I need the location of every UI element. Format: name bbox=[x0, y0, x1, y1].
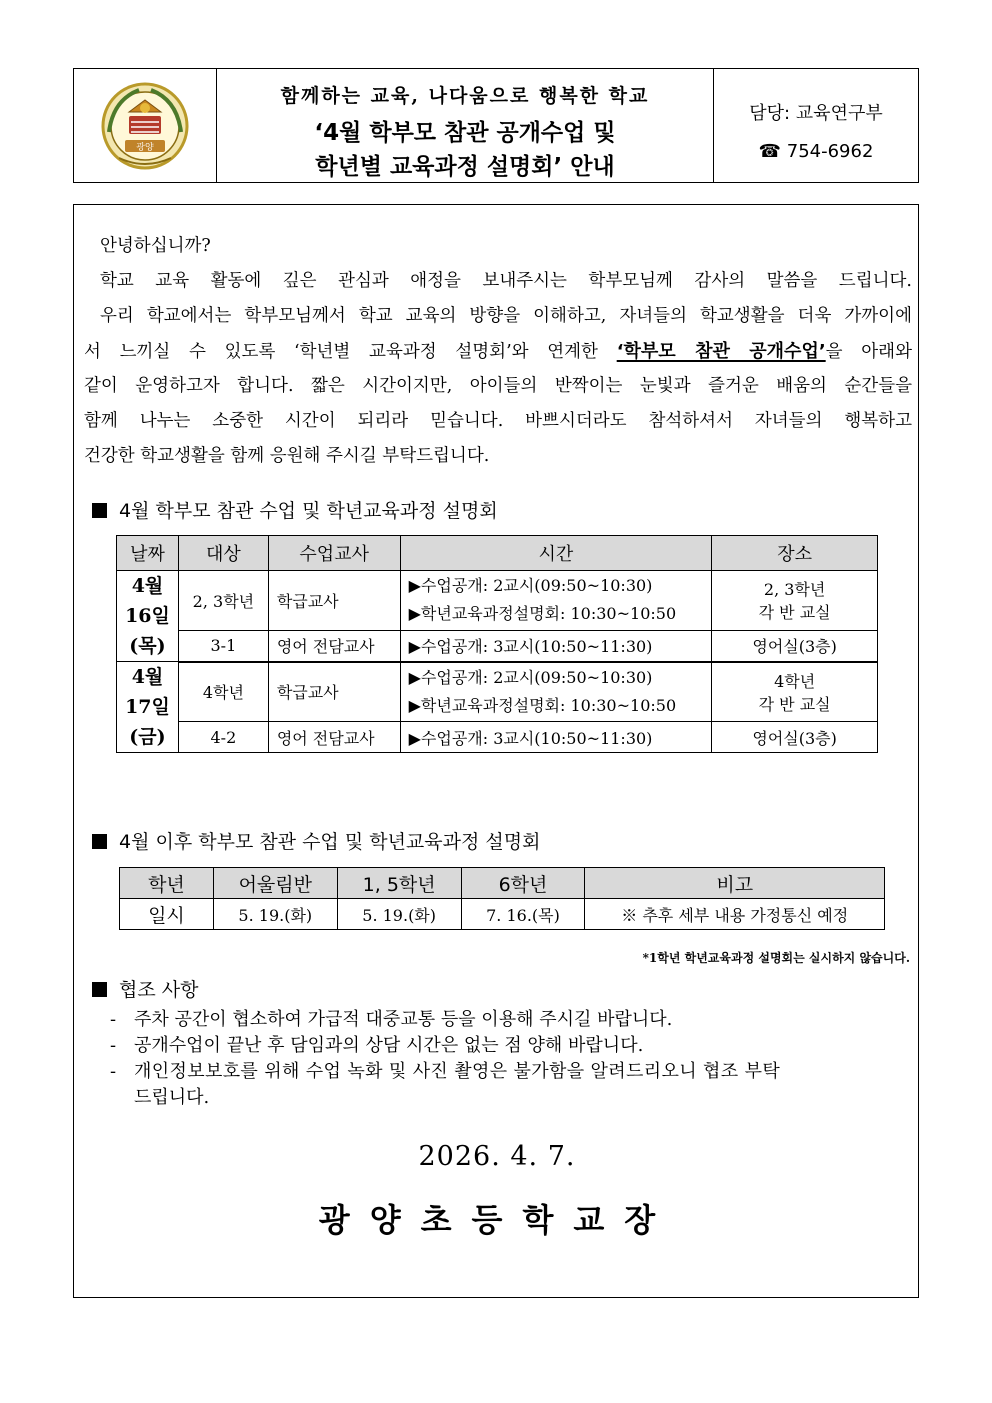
school-logo bbox=[74, 69, 217, 182]
schedule-table-april bbox=[116, 535, 878, 753]
target-cell: 2, 3학년 bbox=[178, 571, 268, 631]
table-row bbox=[120, 899, 885, 930]
time-cell bbox=[400, 571, 712, 631]
intro-paragraph bbox=[84, 229, 912, 474]
col-header-remarks: 비고 bbox=[585, 868, 885, 899]
date-cell-day1 bbox=[117, 571, 179, 662]
date-special-class: 5. 19.(화) bbox=[213, 899, 337, 930]
section2-heading bbox=[92, 827, 540, 854]
intro-line-3-pre: 서 느끼실 수 있도록 ‘학년별 교육과정 설명회’와 연계한 bbox=[84, 342, 617, 362]
table-row bbox=[117, 722, 878, 753]
contact-info bbox=[714, 69, 918, 182]
intro-line-5: 함께 나누는 소중한 시간이 되리라 믿습니다. 바쁘시더라도 참석하셔서 자녀들의 행복하고 bbox=[84, 411, 912, 431]
col-header-teacher: 수업교사 bbox=[268, 536, 400, 571]
square-bullet-icon bbox=[92, 834, 107, 849]
col-header-grade: 학년 bbox=[120, 868, 214, 899]
intro-line-2: 우리 학교에서는 학부모님께서 학교 교육의 방향을 이해하고, 자녀들의 학교생활을 더욱 가까이에 bbox=[100, 306, 912, 326]
notice-title-line1: ‘4월 학부모 참관 공개수업 및 bbox=[314, 120, 616, 146]
document-date: 2026. 4. 7. bbox=[418, 1141, 576, 1172]
header-title-area bbox=[217, 69, 714, 182]
teacher-cell: 영어 전담교사 bbox=[268, 722, 400, 753]
school-emblem-icon bbox=[99, 80, 191, 172]
header-box bbox=[73, 68, 919, 183]
highlight-open-class: ‘학부모 참관 공개수업’ bbox=[616, 341, 826, 362]
date-grade-6: 7. 16.(목) bbox=[461, 899, 585, 930]
time-open-class: ▶수업공개: 2교시(09:50~10:30) bbox=[408, 576, 653, 596]
list-item: - 주차 공간이 협소하여 가급적 대중교통 등을 이용해 주시길 바랍니다. bbox=[110, 1009, 673, 1030]
place-cell bbox=[712, 571, 878, 631]
contact-phone: ☎ 754-6962 bbox=[758, 141, 874, 162]
list-item-text: 개인정보보호를 위해 수업 녹화 및 사진 촬영은 불가함을 알려드리오니 협조 부탁 bbox=[134, 1061, 781, 1082]
table-row bbox=[117, 630, 878, 661]
col-header-grade-1-5: 1, 5학년 bbox=[337, 868, 461, 899]
table-header-row bbox=[117, 536, 878, 571]
place-line1: 2, 3학년 bbox=[763, 580, 826, 600]
footnote: *1학년 학년교육과정 설명회는 실시하지 않습니다. bbox=[642, 951, 910, 965]
place-line2: 각 반 교실 bbox=[758, 694, 831, 714]
greeting: 안녕하십니까? bbox=[100, 236, 211, 256]
time-cell: ▶수업공개: 3교시(10:50~11:30) bbox=[400, 722, 712, 753]
square-bullet-icon bbox=[92, 982, 107, 997]
time-curriculum-briefing: ▶학년교육과정설명회: 10:30~10:50 bbox=[408, 695, 677, 715]
place-line2: 각 반 교실 bbox=[758, 603, 831, 623]
place-cell: 영어실(3층) bbox=[712, 630, 878, 661]
time-open-class: ▶수업공개: 2교시(09:50~10:30) bbox=[408, 667, 653, 687]
date-day: 16일 bbox=[125, 605, 170, 627]
col-header-date: 날짜 bbox=[117, 536, 179, 571]
date-month: 4월 bbox=[131, 575, 164, 597]
main-content-box bbox=[73, 204, 919, 1298]
col-header-time: 시간 bbox=[400, 536, 712, 571]
target-cell: 3-1 bbox=[178, 630, 268, 661]
list-item: - 개인정보보호를 위해 수업 녹화 및 사진 촬영은 불가함을 알려드리오니 협조 부탁 bbox=[110, 1061, 781, 1082]
date-day: 17일 bbox=[125, 696, 170, 718]
col-header-grade-6: 6학년 bbox=[461, 868, 585, 899]
time-cell: ▶수업공개: 3교시(10:50~11:30) bbox=[400, 630, 712, 661]
date-weekday: (금) bbox=[129, 726, 166, 748]
date-weekday: (목) bbox=[129, 635, 166, 657]
col-header-target: 대상 bbox=[178, 536, 268, 571]
place-cell bbox=[712, 662, 878, 722]
list-item-continuation: 드립니다. bbox=[134, 1087, 210, 1108]
list-item: - 공개수업이 끝난 후 담임과의 상담 시간은 없는 점 양해 바랍니다. bbox=[110, 1035, 644, 1056]
place-line1: 4학년 bbox=[774, 671, 816, 691]
date-grade-1-5: 5. 19.(화) bbox=[337, 899, 461, 930]
intro-line-3 bbox=[84, 334, 912, 369]
list-item-text: 공개수업이 끝난 후 담임과의 상담 시간은 없는 점 양해 바랍니다. bbox=[134, 1035, 644, 1056]
target-cell: 4학년 bbox=[178, 662, 268, 722]
time-curriculum-briefing: ▶학년교육과정설명회: 10:30~10:50 bbox=[408, 604, 677, 624]
intro-line-6: 건강한 학교생활을 함께 응원해 주시길 부탁드립니다. bbox=[84, 446, 490, 466]
table-row bbox=[117, 662, 878, 722]
list-item-text: 주차 공간이 협소하여 가급적 대중교통 등을 이용해 주시길 바랍니다. bbox=[134, 1009, 673, 1030]
school-slogan: 함께하는 교육, 나다움으로 행복한 학교 bbox=[280, 85, 650, 107]
remarks-cell: ※ 추후 세부 내용 가정통신 예정 bbox=[585, 899, 885, 930]
square-bullet-icon bbox=[92, 503, 107, 518]
date-cell-day2 bbox=[117, 662, 179, 753]
target-cell: 4-2 bbox=[178, 722, 268, 753]
notice-title-line2: 학년별 교육과정 설명회’ 안내 bbox=[315, 154, 615, 180]
section1-title: 4월 학부모 참관 수업 및 학년교육과정 설명회 bbox=[119, 500, 498, 522]
time-cell bbox=[400, 662, 712, 722]
teacher-cell: 학급교사 bbox=[268, 662, 400, 722]
intro-line-4: 같이 운영하고자 합니다. 짧은 시간이지만, 아이들의 반짝이는 눈빛과 즐거운 배움의 순간들을 bbox=[84, 376, 912, 396]
place-cell: 영어실(3층) bbox=[712, 722, 878, 753]
schedule-table-later bbox=[119, 867, 885, 930]
col-header-place: 장소 bbox=[712, 536, 878, 571]
section3-title: 협조 사항 bbox=[119, 979, 199, 1001]
row-label-datetime: 일시 bbox=[120, 899, 214, 930]
table-header-row bbox=[120, 868, 885, 899]
contact-dept: 담당: 교육연구부 bbox=[749, 103, 883, 124]
section3-heading bbox=[92, 975, 198, 1002]
section2-title: 4월 이후 학부모 참관 수업 및 학년교육과정 설명회 bbox=[119, 831, 541, 853]
col-header-special-class: 어울림반 bbox=[213, 868, 337, 899]
teacher-cell: 학급교사 bbox=[268, 571, 400, 631]
date-month: 4월 bbox=[131, 666, 164, 688]
teacher-cell: 영어 전담교사 bbox=[268, 630, 400, 661]
section1-heading bbox=[92, 496, 498, 523]
principal-signature: 광양초등학교장 bbox=[318, 1201, 676, 1239]
intro-line-3-post: 을 아래와 bbox=[825, 342, 912, 362]
table-row bbox=[117, 571, 878, 631]
svg-text:광양: 광양 bbox=[136, 142, 154, 153]
intro-line-1: 학교 교육 활동에 깊은 관심과 애정을 보내주시는 학부모님께 감사의 말씀을 드립니다. bbox=[100, 271, 912, 291]
